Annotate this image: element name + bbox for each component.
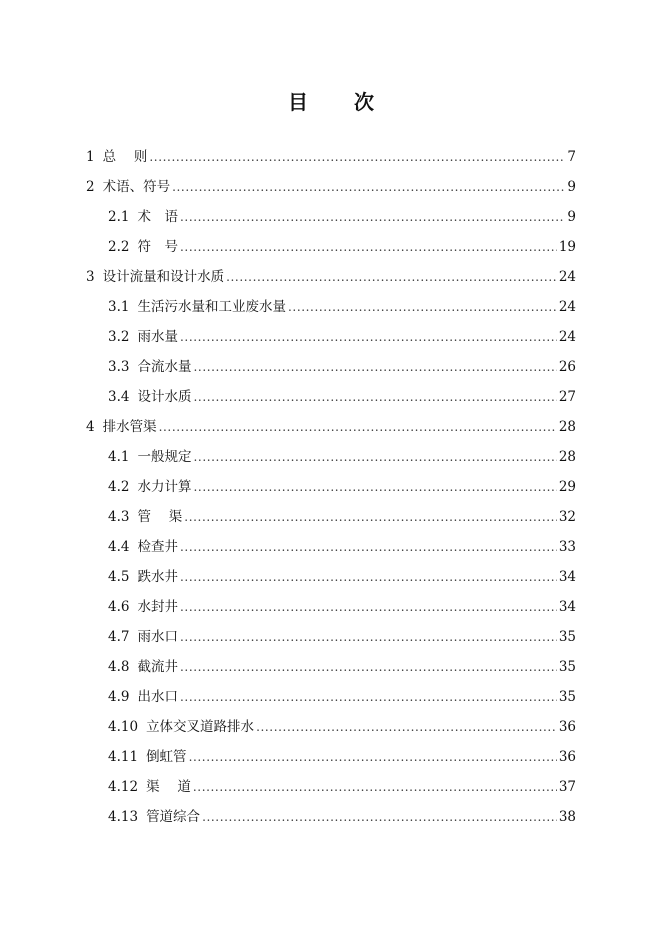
toc-entry-page-number: 36: [558, 749, 576, 765]
toc-entry-page-number: 34: [558, 569, 576, 585]
toc-entry-page-number: 32: [558, 509, 576, 525]
dot-leader: [193, 476, 556, 498]
dot-leader: [193, 446, 556, 468]
toc-entry[interactable]: [86, 656, 576, 686]
dot-leader: [180, 236, 557, 258]
dot-leader: [184, 506, 557, 528]
toc-entry-label: 生活污水量和工业废水量: [137, 299, 286, 315]
toc-entry[interactable]: [86, 746, 576, 776]
toc-entry[interactable]: [86, 416, 576, 446]
toc-entry[interactable]: [86, 596, 576, 626]
toc-entry-label: 跌水井: [137, 569, 178, 585]
dot-leader: [288, 296, 557, 318]
toc-entry-number: 4.1: [108, 449, 130, 465]
toc-entry-page-number: 37: [558, 779, 576, 795]
dot-leader: [180, 656, 557, 678]
toc-entry[interactable]: [86, 686, 576, 716]
toc-entry-page-number: 38: [558, 809, 576, 825]
dot-leader: [149, 146, 565, 168]
toc-entry[interactable]: [86, 146, 576, 176]
toc-entry-label: 渠 道: [146, 779, 191, 795]
toc-entry-number: 3.4: [108, 389, 130, 405]
dot-leader: [180, 206, 565, 228]
toc-entry-number: 4.3: [108, 509, 130, 525]
toc-entry-page-number: 29: [558, 479, 576, 495]
toc-entry-page-number: 35: [558, 629, 576, 645]
toc-entry-number: 4.9: [108, 689, 130, 705]
toc-entry-number: 4.11: [108, 749, 139, 765]
page-title: [0, 86, 662, 115]
dot-leader: [180, 626, 557, 648]
toc-entry-page-number: 7: [567, 149, 576, 165]
toc-entry-label: 总 则: [102, 149, 148, 165]
toc-entry[interactable]: [86, 356, 576, 386]
toc-entry[interactable]: [86, 326, 576, 356]
toc-entry-label: 一般规定: [137, 449, 192, 465]
toc-entry-page-number: 27: [558, 389, 576, 405]
toc-entry-number: 4.12: [108, 779, 139, 795]
toc-entry[interactable]: [86, 476, 576, 506]
toc-entry-label: 术 语: [137, 209, 178, 225]
toc-entry-number: 4.4: [108, 539, 130, 555]
toc-entry-label: 立体交叉道路排水: [146, 719, 255, 735]
toc-entry[interactable]: [86, 386, 576, 416]
toc-entry-number: 4: [86, 419, 95, 435]
toc-entry-page-number: 24: [558, 329, 576, 345]
toc-entry-page-number: 33: [558, 539, 576, 555]
toc-entry-page-number: 34: [558, 599, 576, 615]
title-char-1: 目: [288, 90, 308, 114]
toc-entry[interactable]: [86, 716, 576, 746]
toc-entry[interactable]: [86, 206, 576, 236]
toc-entry-label: 截流井: [137, 659, 178, 675]
title-char-2: 次: [354, 90, 374, 114]
toc-entry-page-number: 26: [558, 359, 576, 375]
toc-entry-page-number: 35: [558, 689, 576, 705]
toc-entry-label: 雨水量: [137, 329, 178, 345]
toc-entry[interactable]: [86, 266, 576, 296]
toc-entry-number: 4.6: [108, 599, 130, 615]
dot-leader: [180, 566, 557, 588]
toc-entry-number: 4.10: [108, 719, 139, 735]
toc-entry-label: 合流水量: [137, 359, 192, 375]
toc-entry-label: 出水口: [137, 689, 178, 705]
dot-leader: [193, 386, 556, 408]
dot-leader: [172, 176, 565, 198]
toc-entry-page-number: 19: [558, 239, 576, 255]
toc-entry-page-number: 24: [558, 299, 576, 315]
dot-leader: [189, 746, 557, 768]
toc-entry-label: 管道综合: [146, 809, 201, 825]
toc-entry-number: 4.13: [108, 809, 139, 825]
toc-entry-page-number: 9: [567, 209, 576, 225]
dot-leader: [256, 716, 557, 738]
toc-entry[interactable]: [86, 776, 576, 806]
dot-leader: [202, 806, 557, 828]
dot-leader: [180, 536, 557, 558]
toc-entry[interactable]: [86, 176, 576, 206]
toc-entry[interactable]: [86, 236, 576, 266]
toc-entry-page-number: 28: [558, 449, 576, 465]
dot-leader: [180, 326, 557, 348]
toc-entry[interactable]: [86, 506, 576, 536]
toc-entry-number: 4.5: [108, 569, 130, 585]
table-of-contents: [86, 146, 576, 836]
toc-entry-label: 设计流量和设计水质: [102, 269, 225, 285]
dot-leader: [193, 776, 557, 798]
toc-entry[interactable]: [86, 626, 576, 656]
toc-entry-number: 2.2: [108, 239, 130, 255]
toc-entry-page-number: 9: [567, 179, 576, 195]
toc-entry-number: 4.7: [108, 629, 130, 645]
toc-entry-number: 3.3: [108, 359, 130, 375]
toc-entry-page-number: 24: [558, 269, 576, 285]
toc-entry-label: 排水管渠: [102, 419, 157, 435]
toc-entry-label: 倒虹管: [146, 749, 187, 765]
dot-leader: [180, 596, 557, 618]
toc-entry-label: 水力计算: [137, 479, 192, 495]
toc-entry-number: 3.2: [108, 329, 130, 345]
toc-entry-label: 雨水口: [137, 629, 178, 645]
dot-leader: [226, 266, 557, 288]
toc-entry-number: 3.1: [108, 299, 130, 315]
toc-entry-label: 水封井: [137, 599, 178, 615]
toc-entry-page-number: 28: [558, 419, 576, 435]
toc-entry-number: 2.1: [108, 209, 130, 225]
toc-entry-number: 3: [86, 269, 95, 285]
toc-entry-number: 2: [86, 179, 95, 195]
dot-leader: [159, 416, 557, 438]
toc-entry-label: 检查井: [137, 539, 178, 555]
toc-entry-label: 管 渠: [137, 509, 183, 525]
toc-entry-label: 术语、符号: [102, 179, 171, 195]
toc-entry-page-number: 36: [558, 719, 576, 735]
toc-entry[interactable]: [86, 296, 576, 326]
toc-entry-label: 符 号: [137, 239, 178, 255]
toc-entry[interactable]: [86, 446, 576, 476]
toc-entry-number: 1: [86, 149, 95, 165]
dot-leader: [193, 356, 556, 378]
toc-entry-number: 4.8: [108, 659, 130, 675]
dot-leader: [180, 686, 557, 708]
toc-entry[interactable]: [86, 806, 576, 836]
toc-entry[interactable]: [86, 536, 576, 566]
toc-entry-label: 设计水质: [137, 389, 192, 405]
toc-entry-number: 4.2: [108, 479, 130, 495]
toc-entry[interactable]: [86, 566, 576, 596]
toc-entry-page-number: 35: [558, 659, 576, 675]
